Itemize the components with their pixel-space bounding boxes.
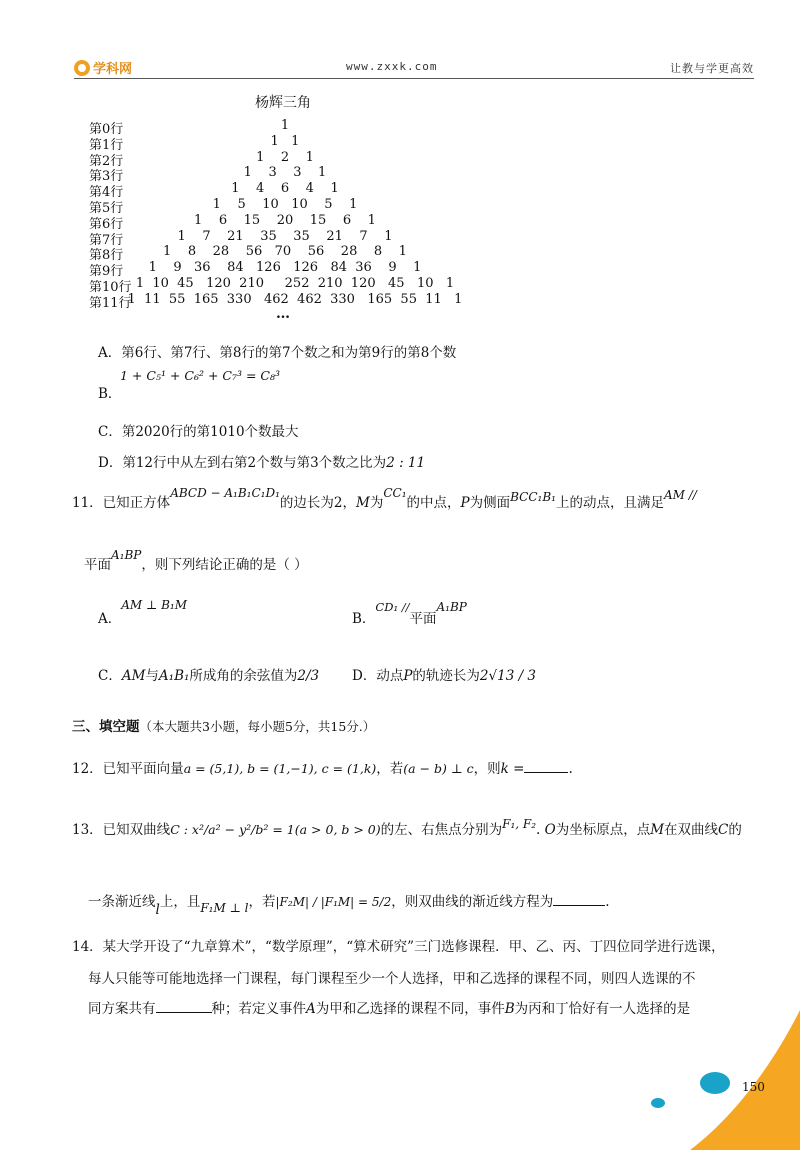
q11-stem-line1: 11．已知正方体ABCD − A₁B₁C₁D₁的边长为2，M为CC₁的中点，P为侧面BCC₁B₁上的动点，且满足AM // [72,486,697,511]
q13-answer-blank[interactable] [553,905,605,906]
q10-option-b-label: B． [98,386,122,402]
q11-option-d: D．动点P的轨迹长为2√13 / 3 [352,668,537,684]
q11-option-c: C．AM与A₁B₁所成角的余弦值为2/3 [98,668,320,684]
triangle-row-numbers: 1 6 15 20 15 6 1 [194,212,376,228]
triangle-row-numbers: 1 3 3 1 [243,165,327,181]
logo-text: 学科网 [93,62,133,77]
triangle-row-numbers: 1 1 [270,133,300,149]
blue-dot-large [700,1072,730,1094]
triangle-row-label: 第7行 [89,232,124,248]
site-logo[interactable] [74,58,132,77]
site-slogan: 让教与学更高效 [670,62,754,75]
triangle-ellipsis: … [276,306,290,322]
q13-stem-line1: 13．已知双曲线C : x²/a² − y²/b² = 1(a > 0, b > 0)的左、右焦点分别为F₁, F₂. O为坐标原点，点M在双曲线C的 [72,817,742,838]
triangle-row-label: 第8行 [89,248,124,264]
q12-answer-blank[interactable] [524,772,568,773]
page-number: 150 [742,1080,765,1094]
blue-dot-small [651,1098,665,1108]
q11-option-b: B．CD₁ //平面A₁BP [352,600,467,627]
q10-option-d: D．第12行中从左到右第2个数与第3个数之比为2 : 11 [98,455,426,471]
triangle-row-label: 第11行 [89,295,132,311]
triangle-row-numbers: 1 4 6 4 1 [231,181,339,197]
q14-line1: 14．某大学开设了“九章算术”，“数学原理”，“算术研究”三门选修课程．甲、乙、丙、丁四位同学进行选课， [72,939,725,955]
q10-option-b-formula: 1 + C₅¹ + C₆² + C₇³ = C₈³ [120,368,280,383]
q10-option-a: A．第6行、第7行、第8行的第7个数之和为第9行的第8个数 [98,345,457,361]
triangle-row-label: 第5行 [89,201,124,216]
triangle-row-numbers: 1 9 36 84 126 126 84 36 9 1 [148,260,422,276]
triangle-row-numbers: 1 8 28 56 70 56 28 8 1 [163,244,407,260]
triangle-row-numbers: 1 5 10 10 5 1 [212,197,358,212]
triangle-row-label: 第10行 [89,280,132,295]
triangle-title: 杨辉三角 [255,95,311,111]
triangle-row-numbers: 1 10 45 120 210 252 210 120 45 10 1 [135,276,455,291]
site-url[interactable]: www.zxxk.com [346,60,438,73]
q11-stem-line2: 平面A₁BP，则下列结论正确的是（ ） [84,548,308,573]
triangle-row-numbers: 1 2 1 [256,149,314,165]
section-three-heading: 三、填空题（本大题共3小题，每小题5分，共15分.） [72,719,376,735]
page-header [74,56,754,79]
triangle-row-label: 第6行 [89,216,124,232]
logo-icon [74,60,90,76]
triangle-row-label: 第3行 [89,169,124,185]
q14-answer-blank[interactable] [156,1012,212,1013]
triangle-row-label: 第4行 [89,185,124,201]
q14-line3: 同方案共有 种；若定义事件A为甲和乙选择的课程不同，事件B为丙和丁恰好有一人选择的是 [88,1001,691,1017]
triangle-row-numbers: 1 11 55 165 330 462 462 330 165 55 11 1 [127,291,463,307]
triangle-row-label: 第0行 [89,122,124,137]
triangle-row-numbers: 1 7 21 35 35 21 7 1 [177,228,393,244]
triangle-row-label: 第9行 [89,264,124,280]
triangle-row-numbers: 1 [280,118,290,133]
triangle-row-label: 第2行 [89,153,124,169]
q12-stem: 12．已知平面向量a = (5,1), b = (1,−1), c = (1,k)，若(a − b) ⊥ c，则k = . [72,761,573,777]
q14-line2: 每人只能等可能地选择一门课程，每门课程至少一个人选择，甲和乙选择的课程不同，则四人选课的不 [88,971,696,987]
q11-option-a: A．AM ⊥ B₁M [98,598,188,627]
q13-stem-line2: 一条渐近线l上，且F₁M ⊥ l，若|F₂M| / |F₁M| = 5/2，则双曲线的渐近线方程为 . [88,894,610,918]
triangle-row-label: 第1行 [89,137,124,153]
q10-option-c: C．第2020行的第1010个数最大 [98,424,299,440]
